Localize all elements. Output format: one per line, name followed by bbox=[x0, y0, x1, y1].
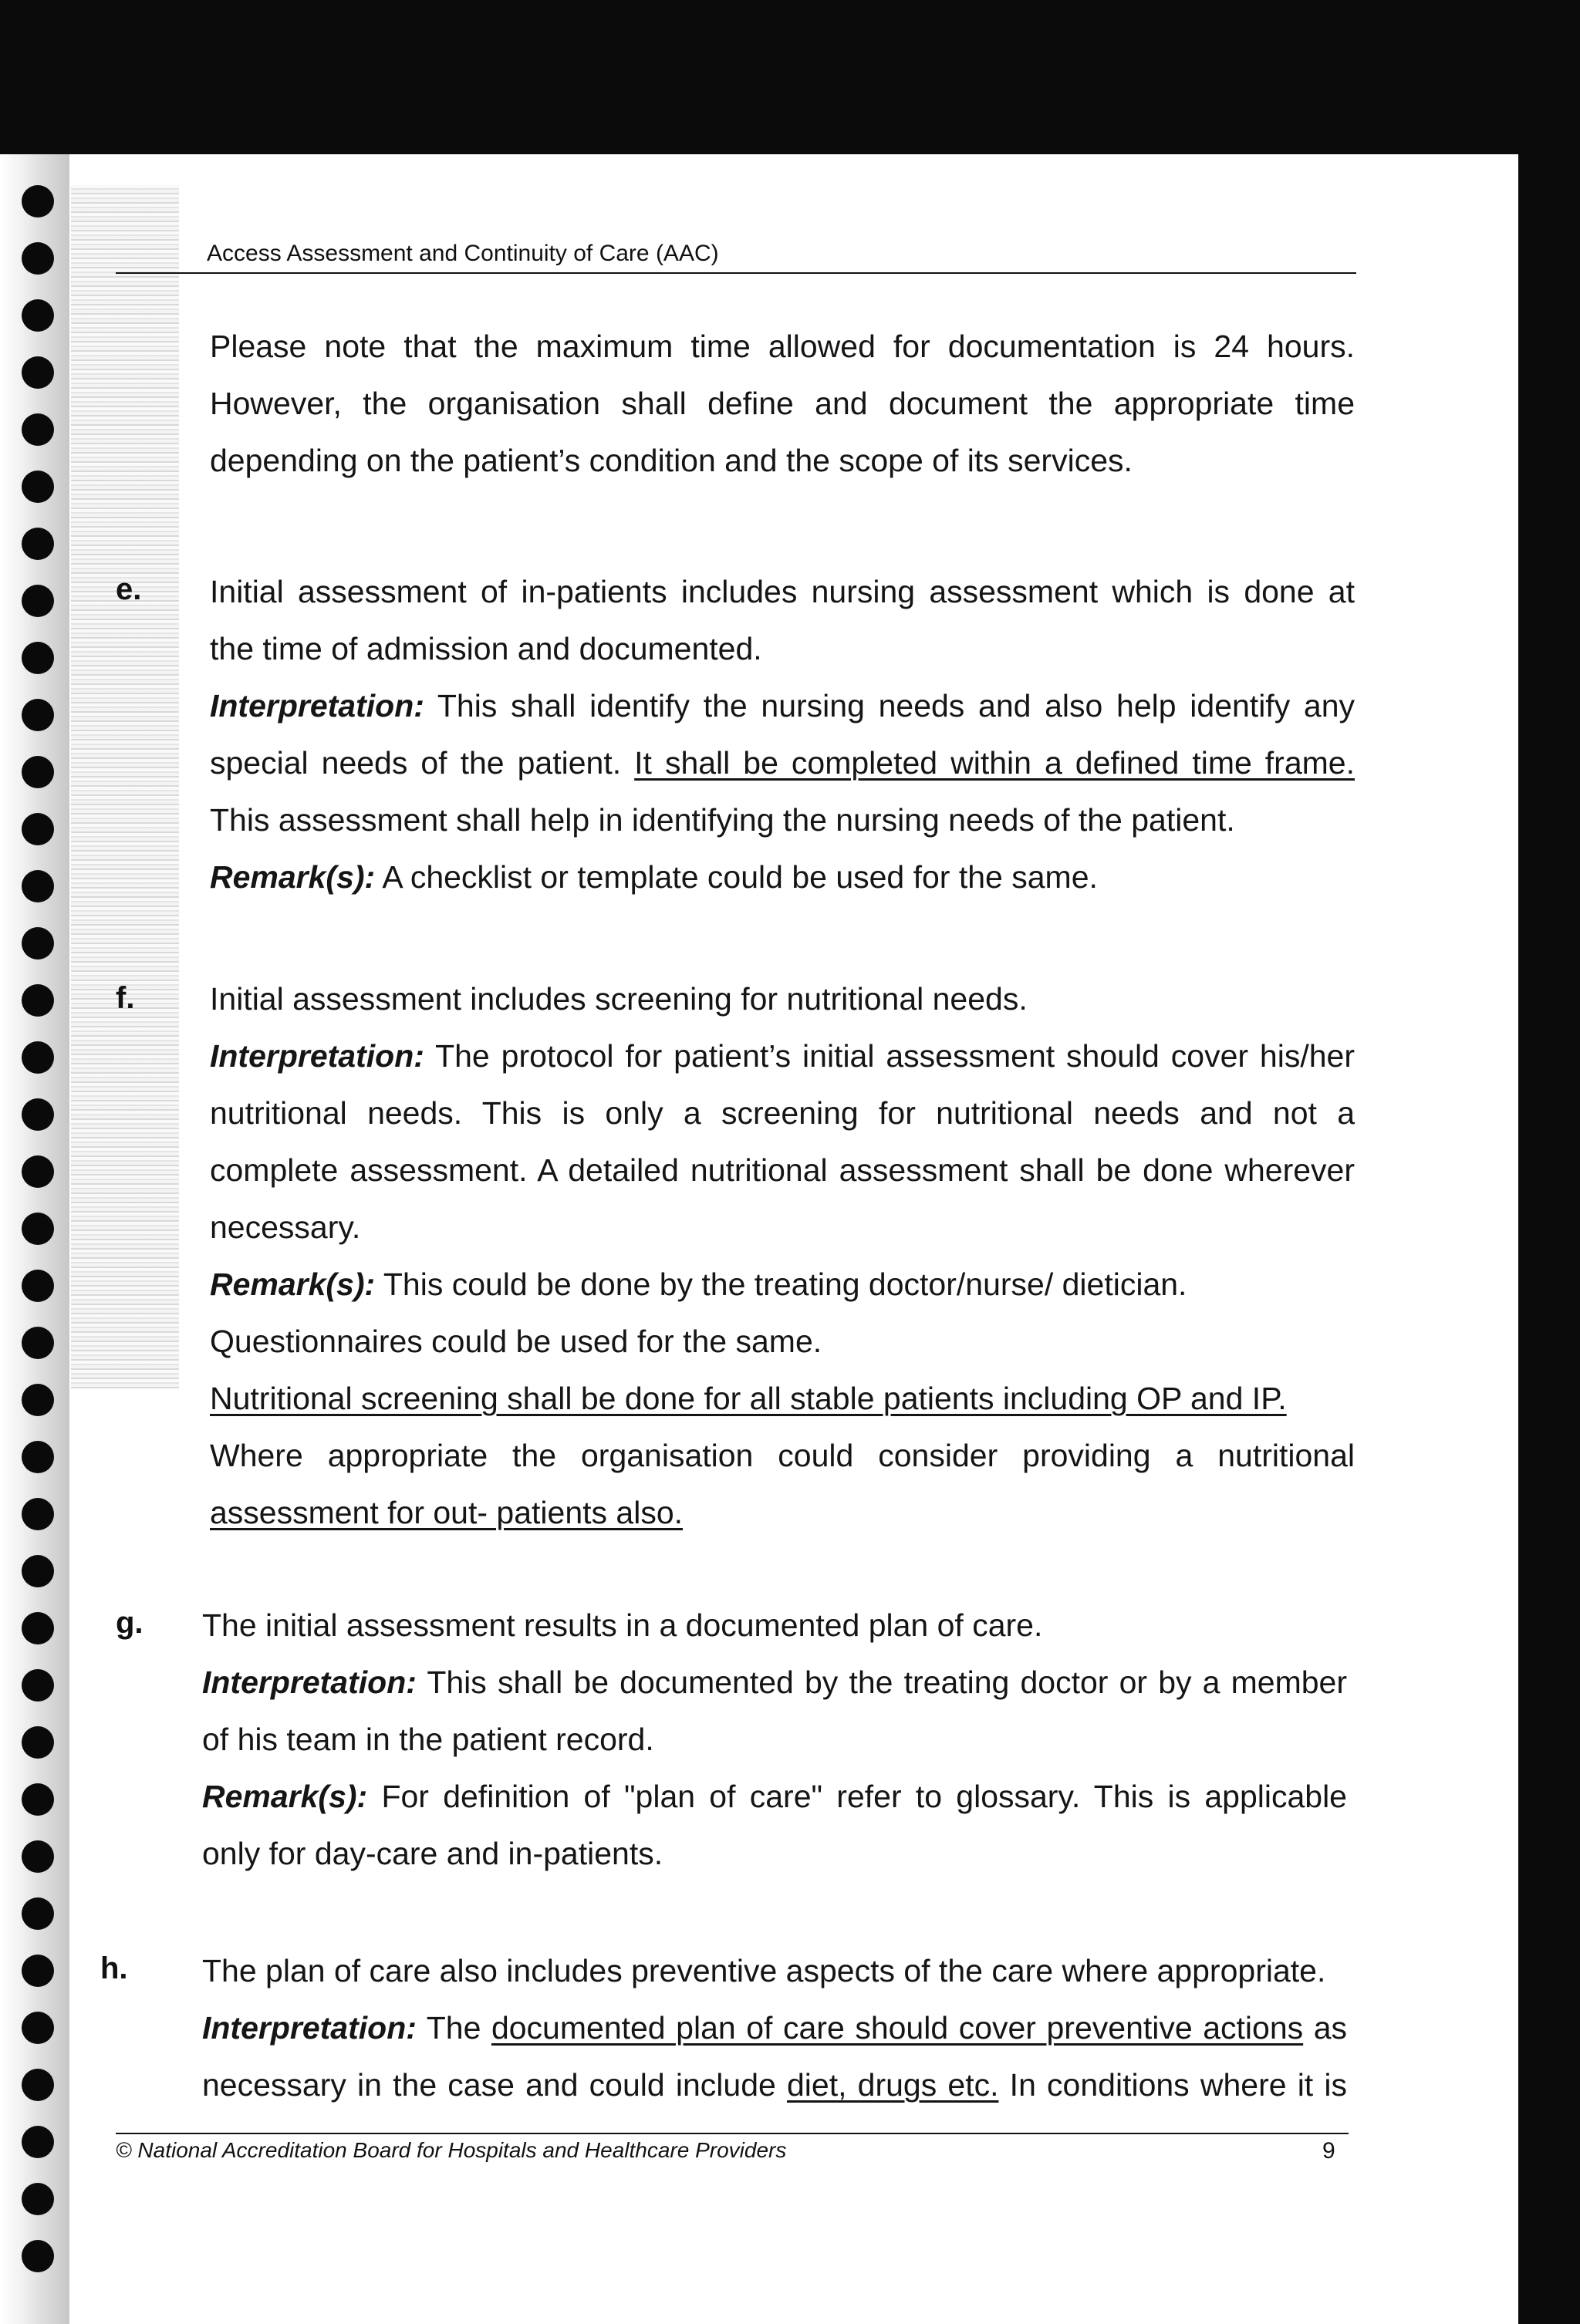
binding-hole bbox=[22, 2069, 54, 2101]
binding-hole bbox=[22, 528, 54, 560]
binding-hole bbox=[22, 413, 54, 446]
section-g-interpretation bbox=[202, 1654, 1347, 1711]
binding-hole bbox=[22, 1327, 54, 1359]
interpretation-label: Interpretation: bbox=[202, 1665, 417, 1700]
section-marker-h: h. bbox=[100, 1951, 128, 1985]
binding-hole bbox=[22, 471, 54, 503]
binding-hole bbox=[22, 699, 54, 731]
section-f bbox=[210, 970, 1355, 1541]
section-f-note: Nutritional screening shall be done for all stable patients including OP and IP. bbox=[210, 1381, 1287, 1416]
intro-paragraph bbox=[210, 318, 1355, 489]
page-header-title: Access Assessment and Continuity of Care (AAC) bbox=[207, 241, 719, 266]
binding-hole bbox=[22, 2012, 54, 2044]
binding-hole bbox=[22, 756, 54, 788]
section-h bbox=[202, 1942, 1347, 2113]
binding-hole bbox=[22, 870, 54, 902]
binding-hole bbox=[22, 1840, 54, 1873]
binding-hole bbox=[22, 1041, 54, 1074]
section-h-interpretation bbox=[202, 2056, 1347, 2113]
interpretation-text: This shall be documented by the treating doctor or by a member bbox=[427, 1665, 1347, 1700]
interpretation-label: Interpretation: bbox=[210, 688, 424, 724]
binding-hole bbox=[22, 1441, 54, 1473]
binding-hole bbox=[22, 1897, 54, 1930]
scan-noise bbox=[71, 185, 179, 1388]
binding-hole bbox=[22, 2126, 54, 2158]
section-f-note: Where appropriate the organisation could consider providing a nutritional bbox=[210, 1438, 1355, 1473]
scan-right-border bbox=[1518, 0, 1580, 2324]
binding-hole bbox=[22, 1555, 54, 1587]
page-number: 9 bbox=[1322, 2138, 1335, 2164]
binding-hole bbox=[22, 2240, 54, 2272]
binding-hole bbox=[22, 185, 54, 218]
binding-hole bbox=[22, 2183, 54, 2215]
header-divider bbox=[116, 272, 1356, 274]
scan-top-border bbox=[0, 0, 1580, 154]
binding-hole bbox=[22, 1726, 54, 1759]
binding-hole bbox=[22, 299, 54, 332]
interpretation-text: The bbox=[426, 2010, 491, 2046]
binding-hole bbox=[22, 356, 54, 389]
underlined-text: documented plan of care should cover preventive actions bbox=[491, 2010, 1304, 2046]
intro-line: However, the organisation shall define and document the appropriate time bbox=[210, 386, 1355, 421]
remark-label: Remark(s): bbox=[210, 1267, 376, 1302]
section-e-interpretation: This assessment shall help in identifying the nursing needs of the patient. bbox=[210, 802, 1235, 838]
intro-line: Please note that the maximum time allowed for documentation is 24 hours. bbox=[210, 329, 1355, 364]
section-e-interpretation bbox=[210, 677, 1355, 734]
section-marker-f: f. bbox=[116, 981, 135, 1015]
section-e-line: Initial assessment of in-patients includes nursing assessment which is done at bbox=[210, 574, 1355, 609]
interpretation-text: necessary in the case and could include bbox=[202, 2067, 787, 2103]
section-g-remark: only for day-care and in-patients. bbox=[202, 1836, 663, 1871]
section-f-interpretation: necessary. bbox=[210, 1209, 361, 1245]
interpretation-text: This shall identify the nursing needs and also help identify any bbox=[437, 688, 1355, 724]
interpretation-text: special needs of the patient. bbox=[210, 745, 635, 781]
binding-hole bbox=[22, 813, 54, 845]
underlined-text: It shall be completed within a defined time frame. bbox=[634, 745, 1355, 781]
section-marker-g: g. bbox=[116, 1606, 143, 1640]
binding-hole bbox=[22, 1213, 54, 1245]
interpretation-label: Interpretation: bbox=[210, 1038, 424, 1074]
binding-hole bbox=[22, 1783, 54, 1816]
section-h-interpretation bbox=[202, 1999, 1347, 2056]
remark-text: For definition of "plan of care" refer to glossary. This is applicable bbox=[381, 1779, 1347, 1814]
interpretation-text: In conditions where it is bbox=[998, 2067, 1347, 2103]
underlined-text: diet, drugs etc. bbox=[786, 2067, 999, 2103]
binding-hole bbox=[22, 1270, 54, 1302]
section-f-remark: Questionnaires could be used for the same. bbox=[210, 1324, 822, 1359]
binding-hole bbox=[22, 1098, 54, 1131]
interpretation-text: The protocol for patient’s initial assessment should cover his/her bbox=[435, 1038, 1355, 1074]
binding-hole bbox=[22, 927, 54, 960]
binding-hole bbox=[22, 1155, 54, 1188]
remark-label: Remark(s): bbox=[210, 859, 376, 895]
section-e-interpretation bbox=[210, 734, 1355, 791]
section-f-interpretation: nutritional needs. This is only a screening for nutritional needs and not a bbox=[210, 1095, 1355, 1131]
section-f-remark bbox=[210, 1256, 1355, 1313]
section-g-line: The initial assessment results in a documented plan of care. bbox=[202, 1607, 1043, 1643]
remark-label: Remark(s): bbox=[202, 1779, 368, 1814]
section-f-note: assessment for out- patients also. bbox=[210, 1495, 684, 1530]
intro-line: depending on the patient’s condition and the scope of its services. bbox=[210, 443, 1133, 478]
footer-copyright: © National Accreditation Board for Hospitals and Healthcare Providers bbox=[116, 2138, 787, 2162]
section-marker-e: e. bbox=[116, 572, 142, 606]
binding-hole bbox=[22, 1498, 54, 1530]
section-f-line: Initial assessment includes screening for nutritional needs. bbox=[210, 981, 1028, 1017]
binding-hole bbox=[22, 1669, 54, 1702]
remark-text: A checklist or template could be used for the same. bbox=[382, 859, 1098, 895]
interpretation-text: as bbox=[1303, 2010, 1348, 2046]
section-g bbox=[202, 1597, 1347, 1882]
section-f-interpretation: complete assessment. A detailed nutritional assessment shall be done wherever bbox=[210, 1152, 1355, 1188]
binding-hole bbox=[22, 242, 54, 275]
section-e bbox=[210, 563, 1355, 906]
binding-hole bbox=[22, 984, 54, 1017]
binding-hole bbox=[22, 1612, 54, 1644]
binding-hole bbox=[22, 1955, 54, 1987]
footer-divider bbox=[116, 2133, 1349, 2134]
section-h-line: The plan of care also includes preventive aspects of the care where appropriate. bbox=[202, 1953, 1326, 1988]
section-g-interpretation: of his team in the patient record. bbox=[202, 1722, 654, 1757]
binding-hole bbox=[22, 1384, 54, 1416]
binding-holes bbox=[15, 185, 62, 2314]
interpretation-label: Interpretation: bbox=[202, 2010, 417, 2046]
section-e-remark bbox=[210, 848, 1355, 906]
remark-text: This could be done by the treating doctor/nurse/ dietician. bbox=[383, 1267, 1187, 1302]
section-g-remark bbox=[202, 1768, 1347, 1825]
binding-hole bbox=[22, 642, 54, 674]
binding-hole bbox=[22, 585, 54, 617]
section-f-interpretation bbox=[210, 1027, 1355, 1084]
section-e-line: the time of admission and documented. bbox=[210, 631, 762, 666]
